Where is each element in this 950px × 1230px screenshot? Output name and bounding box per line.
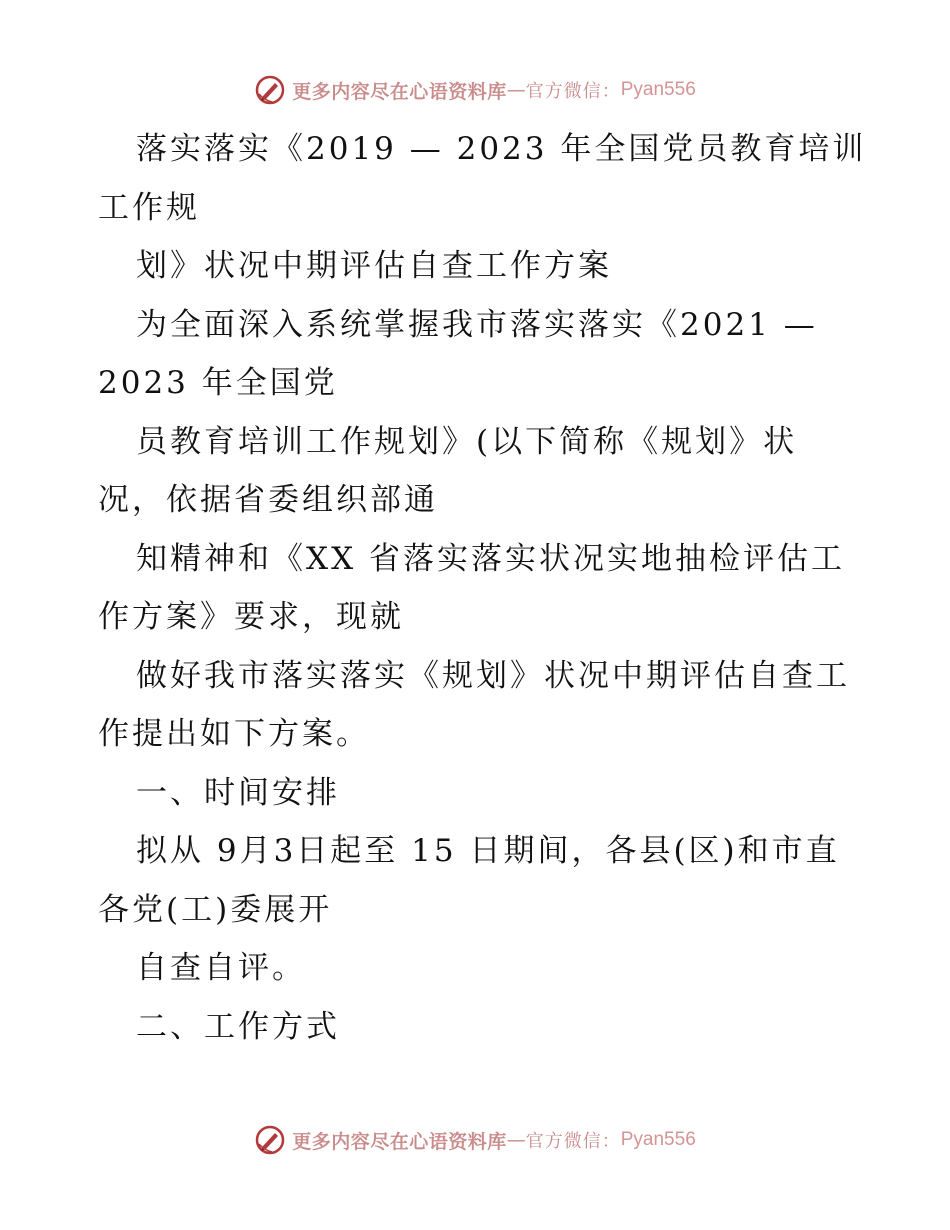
doc-line: 2023 年全国党	[98, 365, 338, 401]
doc-line: 拟从 9月3日起至 15 日期间，各县(区)和市直	[136, 833, 840, 869]
header-banner	[0, 70, 950, 110]
banner-wechat-label: 官方微信：	[525, 1131, 621, 1152]
banner-wechat-label: 官方微信：	[525, 81, 621, 102]
doc-line: 作方案》要求，现就	[98, 599, 404, 635]
section-heading: 一、时间安排	[136, 774, 340, 811]
doc-line: 工作规	[98, 189, 200, 226]
doc-line: 划》状况中期评估自查工作方案	[136, 248, 612, 284]
pen-logo-icon	[254, 1124, 286, 1156]
doc-line: 员教育培训工作规划》(以下简称《规划》状	[136, 423, 798, 460]
doc-line: 况，依据省委组织部通	[98, 482, 438, 518]
banner-site-text: 更多内容尽在心语资料库	[292, 80, 507, 103]
doc-line: 作提出如下方案。	[98, 716, 370, 752]
banner-wechat-id: Pyan556	[620, 79, 696, 100]
banner-dash: —	[506, 1129, 526, 1151]
banner-dash: —	[506, 79, 526, 101]
pen-logo-icon	[254, 74, 286, 106]
doc-line: 为全面深入系统掌握我市落实落实《2021 —	[136, 306, 818, 343]
document-body	[98, 120, 868, 1056]
doc-line: 做好我市落实落实《规划》状况中期评估自查工	[136, 657, 850, 694]
doc-line: 各党(工)委展开	[98, 891, 333, 928]
banner-wechat-id: Pyan556	[620, 1129, 696, 1150]
banner-site-text: 更多内容尽在心语资料库	[292, 1130, 507, 1153]
doc-line: 自查自评。	[136, 950, 306, 986]
doc-line: 落实落实《2019 — 2023 年全国党员教育培训	[136, 131, 867, 167]
footer-banner	[0, 1120, 950, 1160]
doc-line: 知精神和《XX 省落实落实状况实地抽检评估工	[136, 540, 845, 577]
section-heading: 二、工作方式	[136, 1008, 340, 1045]
